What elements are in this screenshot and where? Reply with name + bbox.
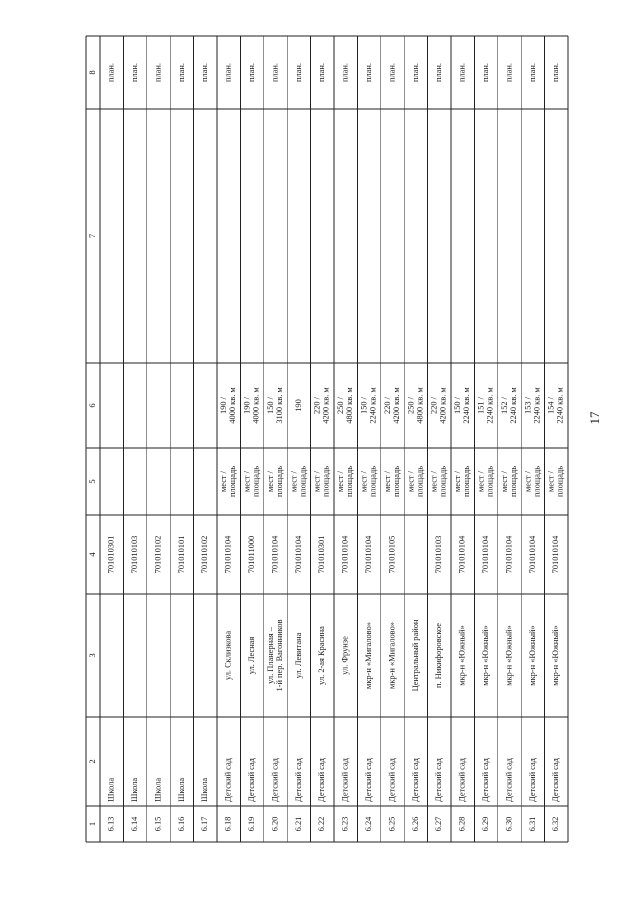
object-type: Детский сад: [434, 758, 444, 802]
capacity-unit: мест /: [289, 470, 299, 493]
cadastral-code: 701011000: [247, 535, 257, 574]
capacity-unit: мест /: [219, 470, 229, 493]
row-number: 6.15: [153, 816, 163, 832]
row-number: 6.27: [434, 816, 444, 832]
table-row: [500, 63, 518, 831]
row-number: 6.23: [340, 816, 350, 832]
status: план.: [270, 63, 280, 82]
address-line: ул. Планерная –: [265, 627, 275, 684]
cadastral-code: 701010101: [176, 535, 186, 574]
status: план.: [223, 63, 233, 82]
row-number: 6.32: [551, 816, 561, 832]
address-line: Центральный район: [410, 619, 420, 692]
status: план.: [176, 63, 186, 82]
capacity-value: 153 /: [523, 397, 533, 414]
address-line: мкр-н «Южный»: [551, 625, 561, 686]
capacity-value: 190 /: [219, 397, 229, 414]
capacity-value: 2240 кв. м: [485, 387, 495, 424]
table-body: [107, 63, 565, 831]
table-row: [266, 63, 284, 831]
cadastral-code: 701010301: [106, 535, 116, 574]
table-row: [153, 63, 162, 831]
object-type: Детский сад: [457, 758, 467, 802]
status: план.: [153, 63, 163, 82]
header-col-5: 5: [86, 479, 97, 484]
object-type: Детский сад: [317, 758, 327, 802]
capacity-value: 220 /: [382, 397, 392, 414]
header-col-4: 4: [86, 552, 97, 557]
table-row: [289, 63, 307, 831]
capacity-unit: мест /: [406, 470, 416, 493]
capacity-unit: мест /: [453, 470, 463, 493]
status: план.: [293, 63, 303, 82]
capacity-unit: площадь: [228, 465, 238, 498]
table-row: [477, 63, 495, 831]
header-col-2: 2: [86, 759, 97, 764]
capacity-unit: площадь: [251, 465, 261, 498]
object-type: Детский сад: [340, 758, 350, 802]
object-type: Школа: [106, 777, 116, 802]
address-line: ул. Фрунзе: [340, 636, 350, 675]
object-type: Детский сад: [387, 758, 397, 802]
capacity-value: 2240 кв. м: [462, 387, 472, 424]
object-type: Школа: [200, 777, 210, 802]
row-number: 6.14: [130, 816, 140, 832]
row-number: 6.17: [200, 816, 210, 832]
table-row: [360, 63, 378, 831]
row-number: 6.21: [293, 816, 303, 832]
object-type: Детский сад: [504, 758, 514, 802]
address-line: ул. Лесная: [247, 636, 257, 675]
header-col-6: 6: [86, 403, 97, 408]
status: план.: [551, 63, 561, 82]
capacity-unit: площадь: [391, 465, 401, 498]
capacity-value: 152 /: [499, 397, 509, 414]
status: план.: [387, 63, 397, 82]
table-row: [200, 63, 209, 831]
cadastral-code: 701010104: [527, 535, 537, 574]
status: план.: [340, 63, 350, 82]
table-grid: [86, 36, 568, 842]
object-type: Школа: [153, 777, 163, 802]
row-number: 6.29: [481, 816, 491, 832]
status: план.: [317, 63, 327, 82]
capacity-value: 154 /: [546, 397, 556, 414]
row-number: 6.20: [270, 816, 280, 832]
status: план.: [130, 63, 140, 82]
status: план.: [200, 63, 210, 82]
header-col-7: 7: [86, 233, 97, 239]
address-line: мкр-н «Мигалово»: [387, 622, 397, 689]
object-type: Детский сад: [270, 758, 280, 802]
row-number: 6.28: [457, 816, 467, 832]
table-row: [107, 63, 116, 831]
table-row: [336, 63, 354, 831]
table-row: [430, 63, 448, 831]
cadastral-code: 701010104: [457, 535, 467, 574]
capacity-value: 220 /: [429, 397, 439, 414]
capacity-unit: мест /: [546, 470, 556, 493]
capacity-unit: мест /: [382, 470, 392, 493]
object-type: Детский сад: [293, 758, 303, 802]
capacity-value: 4000 кв. м: [228, 387, 238, 424]
object-type: Детский сад: [247, 758, 257, 802]
table-row: [177, 63, 186, 831]
capacity-value: 150 /: [265, 397, 275, 414]
address-line: п. Никифоровское: [434, 622, 444, 689]
capacity-value: 4200 кв. м: [391, 387, 401, 424]
status: план.: [481, 63, 491, 82]
capacity-unit: площадь: [462, 465, 472, 498]
cadastral-code: 701010102: [153, 535, 163, 574]
row-number: 6.13: [106, 816, 116, 832]
row-number: 6.31: [527, 816, 537, 832]
table-row: [243, 63, 261, 831]
row-number: 6.16: [176, 816, 186, 832]
header-col-8: 8: [86, 70, 97, 75]
capacity-unit: мест /: [312, 470, 322, 493]
capacity-value: 250 /: [406, 397, 416, 414]
capacity-value: 3100 кв. м: [274, 387, 284, 424]
row-number: 6.19: [247, 816, 257, 832]
page-number: 17: [586, 411, 602, 425]
table-row: [523, 63, 541, 831]
capacity-value: 4800 кв. м: [415, 387, 425, 424]
capacity-unit: мест /: [499, 470, 509, 493]
capacity-unit: площадь: [321, 465, 331, 498]
cadastral-code: 701010104: [551, 535, 561, 574]
row-number: 6.18: [223, 816, 233, 832]
capacity-value: 4800 кв. м: [345, 387, 355, 424]
status: план.: [457, 63, 467, 82]
capacity-unit: площадь: [438, 465, 448, 498]
address-line: 1-й пер. Вагонников: [274, 619, 284, 692]
capacity-value: 190: [293, 399, 303, 412]
capacity-value: 4000 кв. м: [251, 387, 261, 424]
address-line: мкр-н «Мигалово»: [364, 622, 374, 689]
row-number: 6.26: [410, 816, 420, 832]
capacity-unit: площадь: [555, 465, 565, 498]
capacity-value: 151 /: [476, 397, 486, 414]
address-line: мкр-н «Южный»: [457, 625, 467, 686]
status: план.: [434, 63, 444, 82]
cadastral-code: 701010104: [293, 535, 303, 574]
row-number: 6.22: [317, 816, 327, 832]
header-col-1: 1: [86, 821, 97, 827]
cadastral-code: 701010104: [481, 535, 491, 574]
capacity-value: 150 /: [359, 397, 369, 414]
table-row: [547, 63, 565, 831]
capacity-unit: площадь: [345, 465, 355, 498]
cadastral-code: 701010301: [317, 535, 327, 574]
address-line: мкр-н «Южный»: [527, 625, 537, 686]
table-row: [219, 63, 237, 831]
capacity-value: 250 /: [336, 397, 346, 414]
object-type: Детский сад: [364, 758, 374, 802]
cadastral-code: 701010104: [223, 535, 233, 574]
capacity-value: 2240 кв. м: [532, 387, 542, 424]
capacity-unit: мест /: [429, 470, 439, 493]
cadastral-code: 701010102: [200, 535, 210, 574]
capacity-value: 220 /: [312, 397, 322, 414]
table-row: [406, 63, 424, 831]
capacity-unit: мест /: [476, 470, 486, 493]
table-row: [453, 63, 471, 831]
capacity-value: 4200 кв. м: [438, 387, 448, 424]
object-type: Детский сад: [410, 758, 420, 802]
capacity-unit: мест /: [242, 470, 252, 493]
table-row: [313, 63, 331, 831]
capacity-value: 190 /: [242, 397, 252, 414]
capacity-unit: площадь: [508, 465, 518, 498]
cadastral-code: 701010105: [387, 535, 397, 574]
address-line: мкр-н «Южный»: [504, 625, 514, 686]
capacity-unit: мест /: [336, 470, 346, 493]
status: план.: [247, 63, 257, 82]
capacity-unit: площадь: [485, 465, 495, 498]
address-line: ул. 2-ая Красина: [317, 626, 327, 685]
cadastral-code: 701010103: [130, 535, 140, 574]
table-row: [383, 63, 401, 831]
capacity-value: 2240 кв. м: [508, 387, 518, 424]
status: план.: [106, 63, 116, 82]
status: план.: [410, 63, 420, 82]
capacity-unit: площадь: [368, 465, 378, 498]
status: план.: [364, 63, 374, 82]
row-number: 6.24: [364, 816, 374, 832]
cadastral-code: 701010104: [340, 535, 350, 574]
object-type: Школа: [176, 777, 186, 802]
address-line: ул. Склизкова: [223, 630, 233, 681]
capacity-value: 4200 кв. м: [321, 387, 331, 424]
header-col-3: 3: [86, 653, 97, 658]
capacity-unit: площадь: [415, 465, 425, 498]
cadastral-code: 701010104: [504, 535, 514, 574]
table-row: [130, 63, 139, 831]
row-number: 6.25: [387, 816, 397, 832]
object-type: Детский сад: [551, 758, 561, 802]
capacity-unit: площадь: [274, 465, 284, 498]
cadastral-code: 701010104: [364, 535, 374, 574]
address-line: ул. Левитана: [293, 632, 303, 679]
capacity-value: 2240 кв. м: [555, 387, 565, 424]
capacity-unit: площадь: [298, 465, 308, 498]
capacity-unit: мест /: [523, 470, 533, 493]
object-type: Детский сад: [527, 758, 537, 802]
cadastral-code: 701010103: [434, 535, 444, 574]
status: план.: [527, 63, 537, 82]
object-type: Детский сад: [223, 758, 233, 802]
address-line: мкр-н «Южный»: [481, 625, 491, 686]
row-number: 6.30: [504, 816, 514, 832]
object-type: Детский сад: [481, 758, 491, 802]
capacity-unit: мест /: [265, 470, 275, 493]
capacity-unit: мест /: [359, 470, 369, 493]
status: план.: [504, 63, 514, 82]
capacity-unit: площадь: [532, 465, 542, 498]
cadastral-code: 701010104: [270, 535, 280, 574]
capacity-value: 2240 кв. м: [368, 387, 378, 424]
object-type: Школа: [130, 777, 140, 802]
capacity-value: 150 /: [453, 397, 463, 414]
